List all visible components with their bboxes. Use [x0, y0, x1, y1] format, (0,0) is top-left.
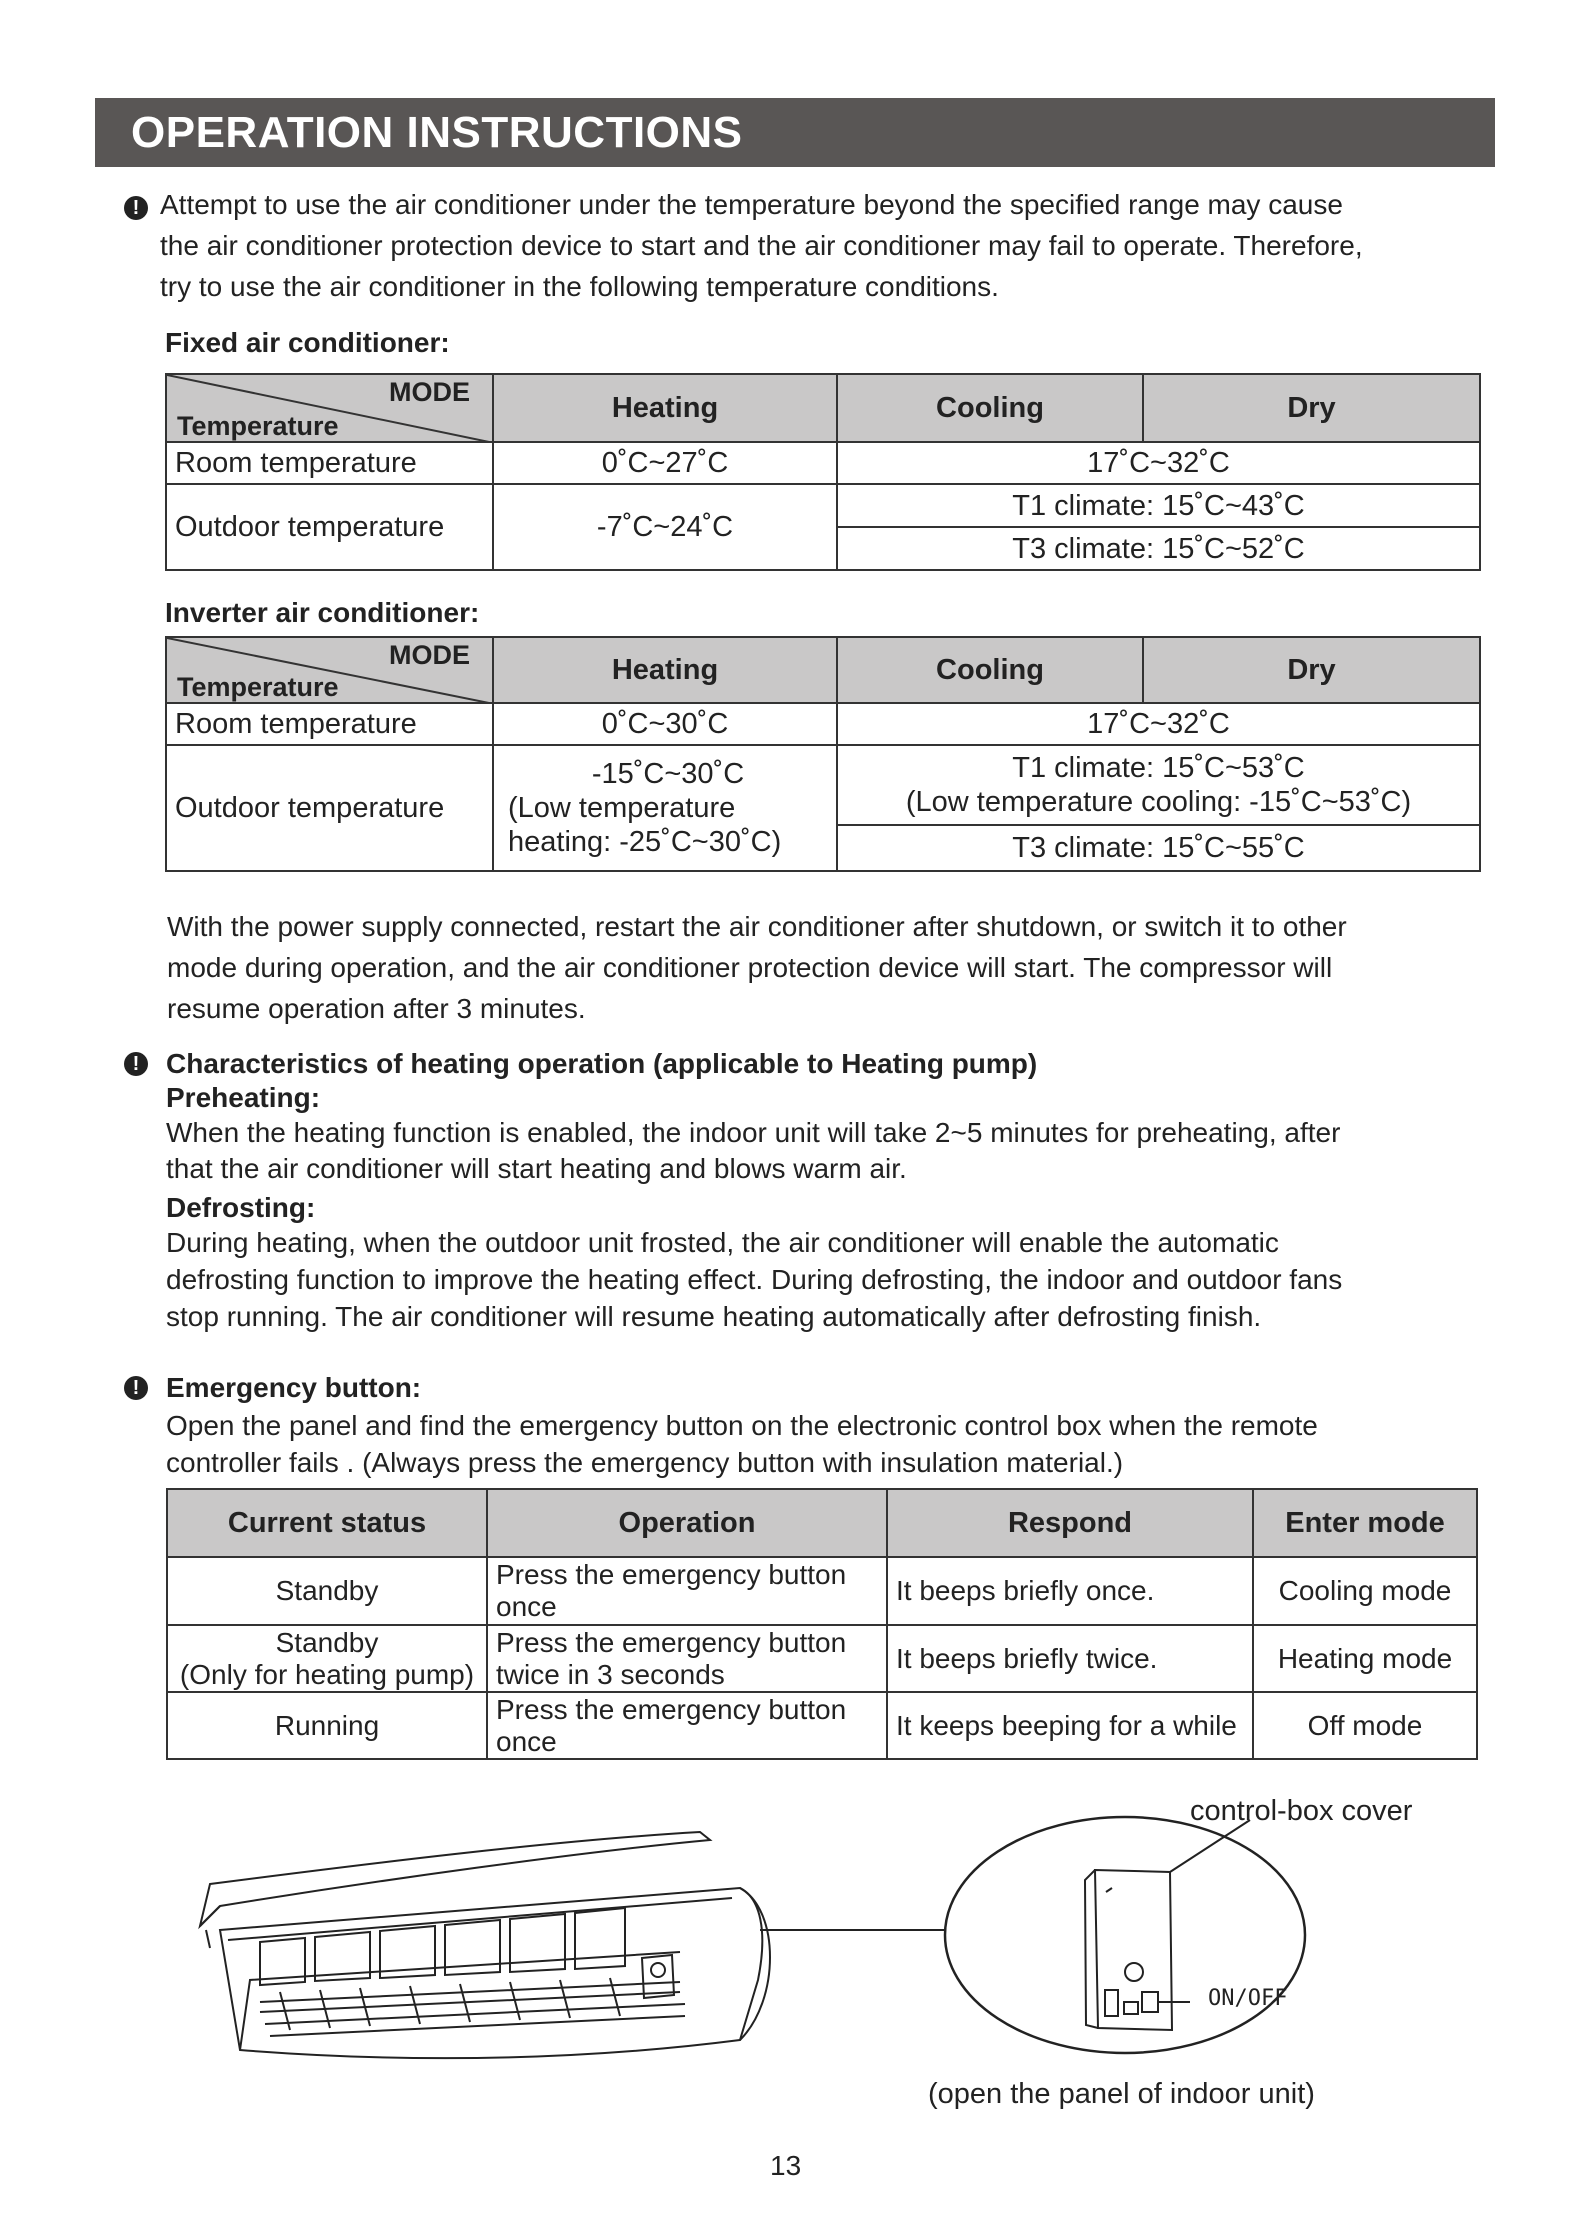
col-current-status: Current status — [167, 1489, 487, 1557]
inverter-corner-cell — [166, 637, 493, 703]
mode-cell: Heating mode — [1253, 1625, 1477, 1692]
preheating-line-1: When the heating function is enabled, the indoor unit will take 2~5 minutes for preheating, after — [166, 1117, 1341, 1148]
operation-line-1: Press the emergency button — [496, 1559, 847, 1590]
operation-cell — [487, 1557, 887, 1625]
defrosting-line-1: During heating, when the outdoor unit frosted, the air conditioner will enable the automatic — [166, 1227, 1279, 1258]
operation-line-2: once — [496, 1591, 557, 1622]
operation-line-2: once — [496, 1725, 557, 1757]
status-cell — [167, 1625, 487, 1692]
room-temperature-label: Room temperature — [166, 703, 493, 745]
status-cell — [167, 1557, 487, 1625]
room-cooling-dry-range: 17˚C~32˚C — [837, 442, 1480, 484]
table-row — [167, 1692, 1477, 1759]
col-dry: Dry — [1143, 374, 1480, 442]
defrosting-title: Defrosting: — [166, 1192, 316, 1223]
fixed-temperature-table — [165, 373, 1481, 571]
operation-cell — [487, 1625, 887, 1692]
outdoor-heating-line-3: heating: -25˚C~30˚C) — [508, 826, 782, 858]
col-cooling: Cooling — [837, 374, 1143, 442]
page-number: 13 — [770, 2150, 802, 2181]
status-line-2: (Only for heating pump) — [179, 1658, 475, 1690]
outdoor-t3-range: T3 climate: 15˚C~55˚C — [837, 825, 1480, 871]
defrosting-line-3: stop running. The air conditioner will resume heating automatically after defrosting finish. — [166, 1301, 1262, 1332]
col-heating: Heating — [493, 374, 837, 442]
outdoor-heating-range: -7˚C~24˚C — [493, 484, 837, 570]
restart-note-line-2: mode during operation, and the air conditioner protection device will start. The compressor will — [167, 952, 1333, 983]
outdoor-t1-low-line: (Low temperature cooling: -15˚C~53˚C) — [905, 786, 1412, 818]
outdoor-heating-range — [493, 745, 837, 871]
page-title: OPERATION INSTRUCTIONS — [95, 98, 1495, 167]
col-dry: Dry — [1143, 637, 1480, 703]
intro-line-2: the air conditioner protection device to start and the air conditioner may fail to operate. Therefore, — [160, 230, 1363, 261]
outdoor-t1-range — [837, 745, 1480, 825]
intro-line-1: Attempt to use the air conditioner under the temperature beyond the specified range may cause — [160, 189, 1343, 220]
figure-caption: (open the panel of indoor unit) — [928, 2078, 1315, 2110]
corner-mode-label: MODE — [389, 640, 470, 670]
table-row — [167, 1557, 1477, 1625]
control-box-cover-label: control-box cover — [1190, 1795, 1413, 1827]
restart-note-line-3: resume operation after 3 minutes. — [167, 993, 586, 1024]
col-heating: Heating — [493, 637, 837, 703]
defrosting-line-2: defrosting function to improve the heating effect. During defrosting, the indoor and outdoor fans — [166, 1264, 1343, 1295]
room-heating-range: 0˚C~30˚C — [493, 703, 837, 745]
status-line-1: Standby — [275, 1626, 379, 1658]
outdoor-t3-range: T3 climate: 15˚C~52˚C — [837, 527, 1480, 570]
col-cooling: Cooling — [837, 637, 1143, 703]
corner-temperature-label: Temperature — [177, 411, 339, 441]
inverter-title: Inverter air conditioner: — [165, 597, 480, 628]
mode-cell: Cooling mode — [1253, 1557, 1477, 1625]
indoor-unit-illustration — [180, 1780, 1420, 2110]
outdoor-temperature-label: Outdoor temperature — [166, 745, 493, 871]
respond-cell: It keeps beeping for a while — [887, 1692, 1253, 1759]
mode-cell: Off mode — [1253, 1692, 1477, 1759]
intro-line-3: try to use the air conditioner in the following temperature conditions. — [160, 271, 999, 302]
indoor-unit-drawing — [200, 1832, 770, 2058]
heating-title: Characteristics of heating operation (applicable to Heating pump) — [166, 1048, 1038, 1079]
room-cooling-dry-range: 17˚C~32˚C — [837, 703, 1480, 745]
room-temperature-label: Room temperature — [166, 442, 493, 484]
outdoor-temperature-label: Outdoor temperature — [166, 484, 493, 570]
outdoor-t1-range: T1 climate: 15˚C~43˚C — [837, 484, 1480, 527]
control-box-drawing — [1085, 1870, 1172, 2030]
operation-cell — [487, 1692, 887, 1759]
corner-mode-label: MODE — [389, 377, 470, 407]
operation-line-1: Press the emergency button — [496, 1693, 847, 1725]
preheating-line-2: that the air conditioner will start heating and blows warm air. — [166, 1153, 907, 1184]
emergency-title: Emergency button: — [166, 1372, 422, 1403]
respond-cell: It beeps briefly once. — [887, 1557, 1253, 1625]
warning-icon: ! — [124, 196, 148, 220]
restart-note-line-1: With the power supply connected, restart the air conditioner after shutdown, or switch it to other — [167, 911, 1347, 942]
operation-line-2: twice in 3 seconds — [496, 1658, 725, 1690]
outdoor-heating-line-2: (Low temperature — [508, 792, 736, 824]
table-row — [167, 1625, 1477, 1692]
col-respond: Respond — [887, 1489, 1253, 1557]
status-line-1: Standby — [275, 1575, 379, 1606]
emergency-line-2: controller fails . (Always press the emergency button with insulation material.) — [166, 1447, 1124, 1478]
magnified-view — [945, 1817, 1305, 2053]
warning-icon: ! — [124, 1376, 148, 1400]
warning-icon: ! — [124, 1052, 148, 1076]
fixed-corner-cell — [166, 374, 493, 442]
inverter-temperature-table — [165, 636, 1481, 872]
col-enter-mode: Enter mode — [1253, 1489, 1477, 1557]
emergency-table — [166, 1488, 1478, 1760]
operation-line-1: Press the emergency button — [496, 1626, 847, 1658]
col-operation: Operation — [487, 1489, 887, 1557]
outdoor-t1-line: T1 climate: 15˚C~53˚C — [1012, 752, 1305, 784]
status-line-1: Running — [274, 1709, 380, 1741]
outdoor-heating-line-1: -15˚C~30˚C — [591, 758, 745, 790]
room-heating-range: 0˚C~27˚C — [493, 442, 837, 484]
fixed-title: Fixed air conditioner: — [165, 327, 450, 358]
corner-temperature-label: Temperature — [177, 672, 339, 702]
emergency-line-1: Open the panel and find the emergency button on the electronic control box when the remote — [166, 1410, 1318, 1441]
preheating-title: Preheating: — [166, 1082, 321, 1113]
status-cell — [167, 1692, 487, 1759]
onoff-label: ON/OFF — [1208, 1986, 1288, 2011]
respond-cell: It beeps briefly twice. — [887, 1625, 1253, 1692]
